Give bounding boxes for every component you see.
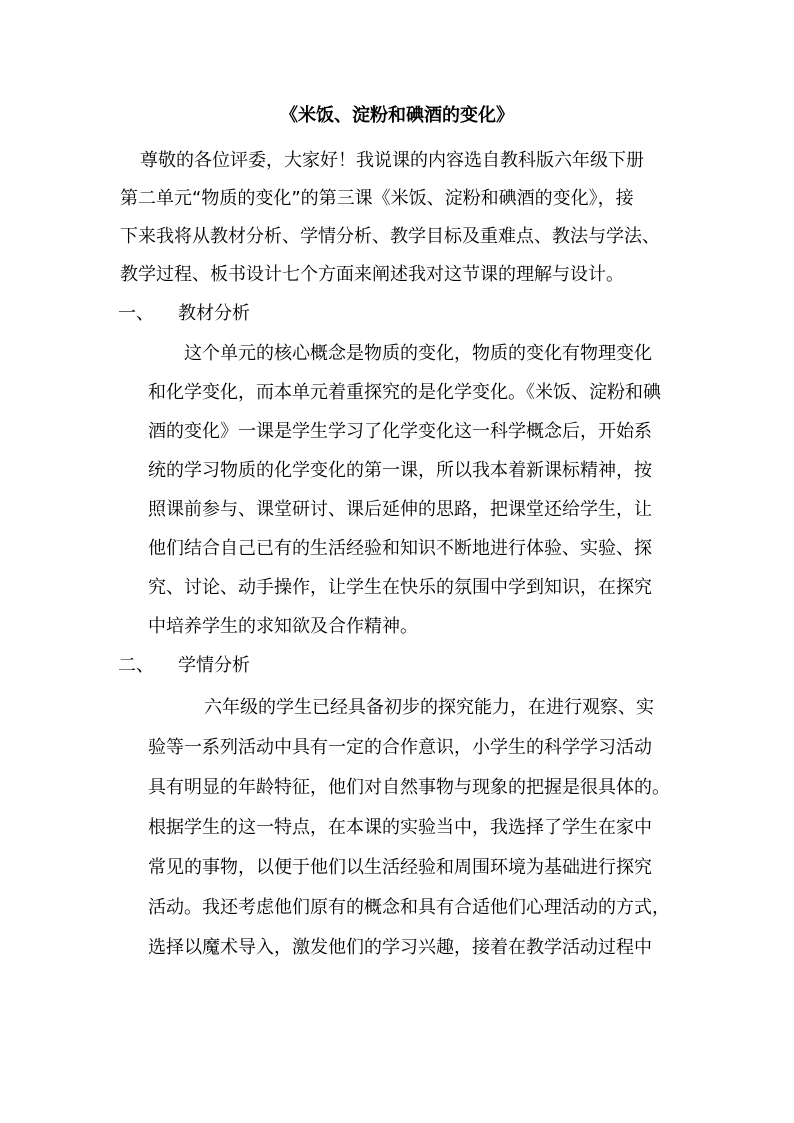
- document-title: 《米饭、淀粉和碘酒的变化》: [280, 105, 514, 126]
- section2-line-6: 活动。我还考虑他们原有的概念和具有合适他们心理活动的方式，: [148, 897, 670, 918]
- section1-line-5: 照课前参与、课堂研讨、课后延伸的思路，把课堂还给学生，让: [148, 499, 652, 520]
- section2-line-7: 选择以魔术导入，激发他们的学习兴趣，接着在教学活动过程中: [148, 937, 652, 958]
- section1-line-3: 酒的变化》一课是学生学习了化学变化这一科学概念后，开始系: [148, 421, 652, 442]
- section1-line-8: 中培养学生的求知欲及合作精神。: [148, 616, 418, 637]
- section1-line-2: 和化学变化，而本单元着重探究的是化学变化。《米饭、淀粉和碘: [148, 382, 661, 403]
- section1-line-4: 统的学习物质的化学变化的第一课，所以我本着新课标精神，按: [148, 460, 652, 481]
- section-heading-2: [118, 654, 250, 678]
- section-number-1: 一、: [118, 303, 154, 324]
- section2-line-3: 具有明显的年龄特征，他们对自然事物与现象的把握是很具体的。: [148, 777, 670, 798]
- section-title-1: 教材分析: [178, 303, 250, 324]
- section2-line-1: 六年级的学生已经具备初步的探究能力，在进行观察、实: [204, 697, 654, 718]
- intro-line-4: 教学过程、板书设计七个方面来阐述我对这节课的理解与设计。: [120, 264, 624, 285]
- intro-line-1: 尊敬的各位评委，大家好！我说课的内容选自教科版六年级下册: [140, 150, 644, 171]
- intro-line-2: 第二单元“物质的变化”的第三课《米饭、淀粉和碘酒的变化》，接: [120, 188, 634, 209]
- section-title-2: 学情分析: [178, 655, 250, 676]
- section-number-2: 二、: [118, 655, 154, 676]
- section1-line-7: 究、讨论、动手操作，让学生在快乐的氛围中学到知识，在探究: [148, 577, 652, 598]
- section1-line-6: 他们结合自己已有的生活经验和知识不断地进行体验、实验、探: [148, 538, 652, 559]
- section2-line-5: 常见的事物，以便于他们以生活经验和周围环境为基础进行探究: [148, 857, 652, 878]
- section2-line-4: 根据学生的这一特点，在本课的实验当中，我选择了学生在家中: [148, 817, 652, 838]
- section1-line-1: 这个单元的核心概念是物质的变化，物质的变化有物理变化: [184, 343, 652, 364]
- intro-line-3: 下来我将从教材分析、学情分析、教学目标及重难点、教法与学法、: [120, 226, 660, 247]
- section-heading-1: [118, 302, 250, 326]
- section2-line-2: 验等一系列活动中具有一定的合作意识，小学生的科学学习活动: [148, 737, 652, 758]
